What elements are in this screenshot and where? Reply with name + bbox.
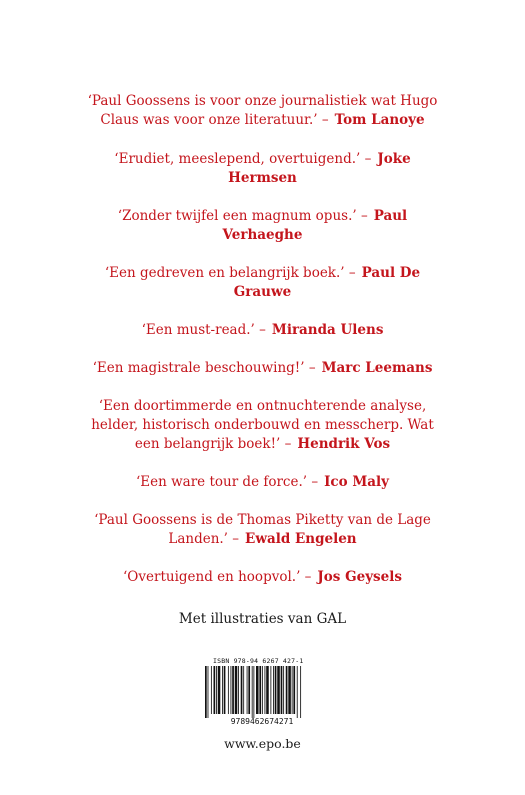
barcode-bar [300,666,301,718]
barcode-bar [247,666,248,714]
quote-item [83,359,443,378]
barcode-bar [224,666,226,714]
barcode-bar [270,666,271,714]
quote-author: Hendrik Vos [297,436,391,452]
quote-item [83,92,443,130]
quote-author: Paul Verhaeghe [222,208,408,243]
isbn-label: ISBN 978-94 6267 427-1 [213,657,304,665]
barcode-bar [238,666,239,714]
barcode-bar [208,666,209,718]
barcode-bar [222,666,223,714]
quote-text: ‘Een ware tour de force.’ – [135,474,319,490]
quote-text: ‘Een must-read.’ – [141,322,266,338]
barcode-bar [241,666,243,714]
quote-text: ‘Paul Goossens is voor onze journalistiek wat Hugo Claus was voor onze literatuur.’ – [87,93,438,128]
quote-author: Miranda Ulens [271,322,384,338]
barcode-bar [214,666,216,714]
illustration-credit: Met illustraties van GAL [178,611,347,627]
barcode-bar [231,666,232,714]
quote-author: Joke Hermsen [228,151,411,186]
barcode-bar [262,666,263,714]
quote-item [83,473,443,492]
barcode-bar [259,666,261,714]
quote-item [83,397,443,454]
barcode-bar [265,666,266,714]
barcode-bar [252,666,253,718]
barcode-bar [281,666,283,714]
barcode-bar [288,666,291,714]
barcode-bar [292,666,293,714]
quote-text: ‘Overtuigend en hoopvol.’ – [123,569,312,585]
quote-author: Ico Maly [324,474,390,490]
barcode-bar [275,666,277,714]
quote-text: ‘Erudiet, meeslepend, overtuigend.’ – [114,151,372,167]
barcode-bar [256,666,259,714]
barcode-bar [235,666,238,714]
barcode-bar [243,666,244,714]
quote-author: Marc Leemans [321,360,433,376]
barcode-bar [293,666,295,714]
barcode-bar [283,666,284,714]
quote-author: Jos Geysels [317,569,402,585]
quote-text: ‘Een gedreven en belangrijk boek.’ – [104,265,356,281]
barcode-bar [266,666,269,714]
isbn-barcode [199,656,325,726]
quote-item [83,321,443,340]
barcode-bar [211,666,212,714]
barcode-bar [277,666,280,714]
quote-text: ‘Zonder twijfel een magnum opus.’ – [117,208,368,224]
barcode-bar [205,666,207,718]
barcode-bar [286,666,288,714]
quote-text: ‘Een doortimmerde en ontnuchterende analyse, helder, historisch onderbouwd en messcherp. Wat een belangrijk boek!’ – [91,398,434,452]
barcode-bar [273,666,274,714]
quote-author: Paul De Grauwe [233,265,421,300]
barcode-bar [297,666,298,718]
quote-item [83,568,443,587]
quote-item [83,207,443,245]
quote-item [83,511,443,549]
barcode-bar [248,666,250,714]
barcode-bar [216,666,217,714]
barcode-bar [232,666,234,714]
quote-text: ‘Paul Goossens is de Thomas Piketty van de Lage Landen.’ – [94,512,431,547]
quote-item [83,150,443,188]
quote-author: Tom Lanoye [334,112,425,128]
publisher-website: www.epo.be [224,736,301,751]
quote-author: Ewald Engelen [245,531,357,547]
quote-item [83,264,443,302]
quote-text: ‘Een magistrale beschouwing!’ – [92,360,316,376]
barcode-bar [253,666,254,718]
barcode-digits: 9789462674271 [230,717,294,726]
barcode-bar [218,666,221,714]
barcode-image [201,666,323,726]
barcode-bar [228,666,229,714]
quotes-list [0,92,525,587]
